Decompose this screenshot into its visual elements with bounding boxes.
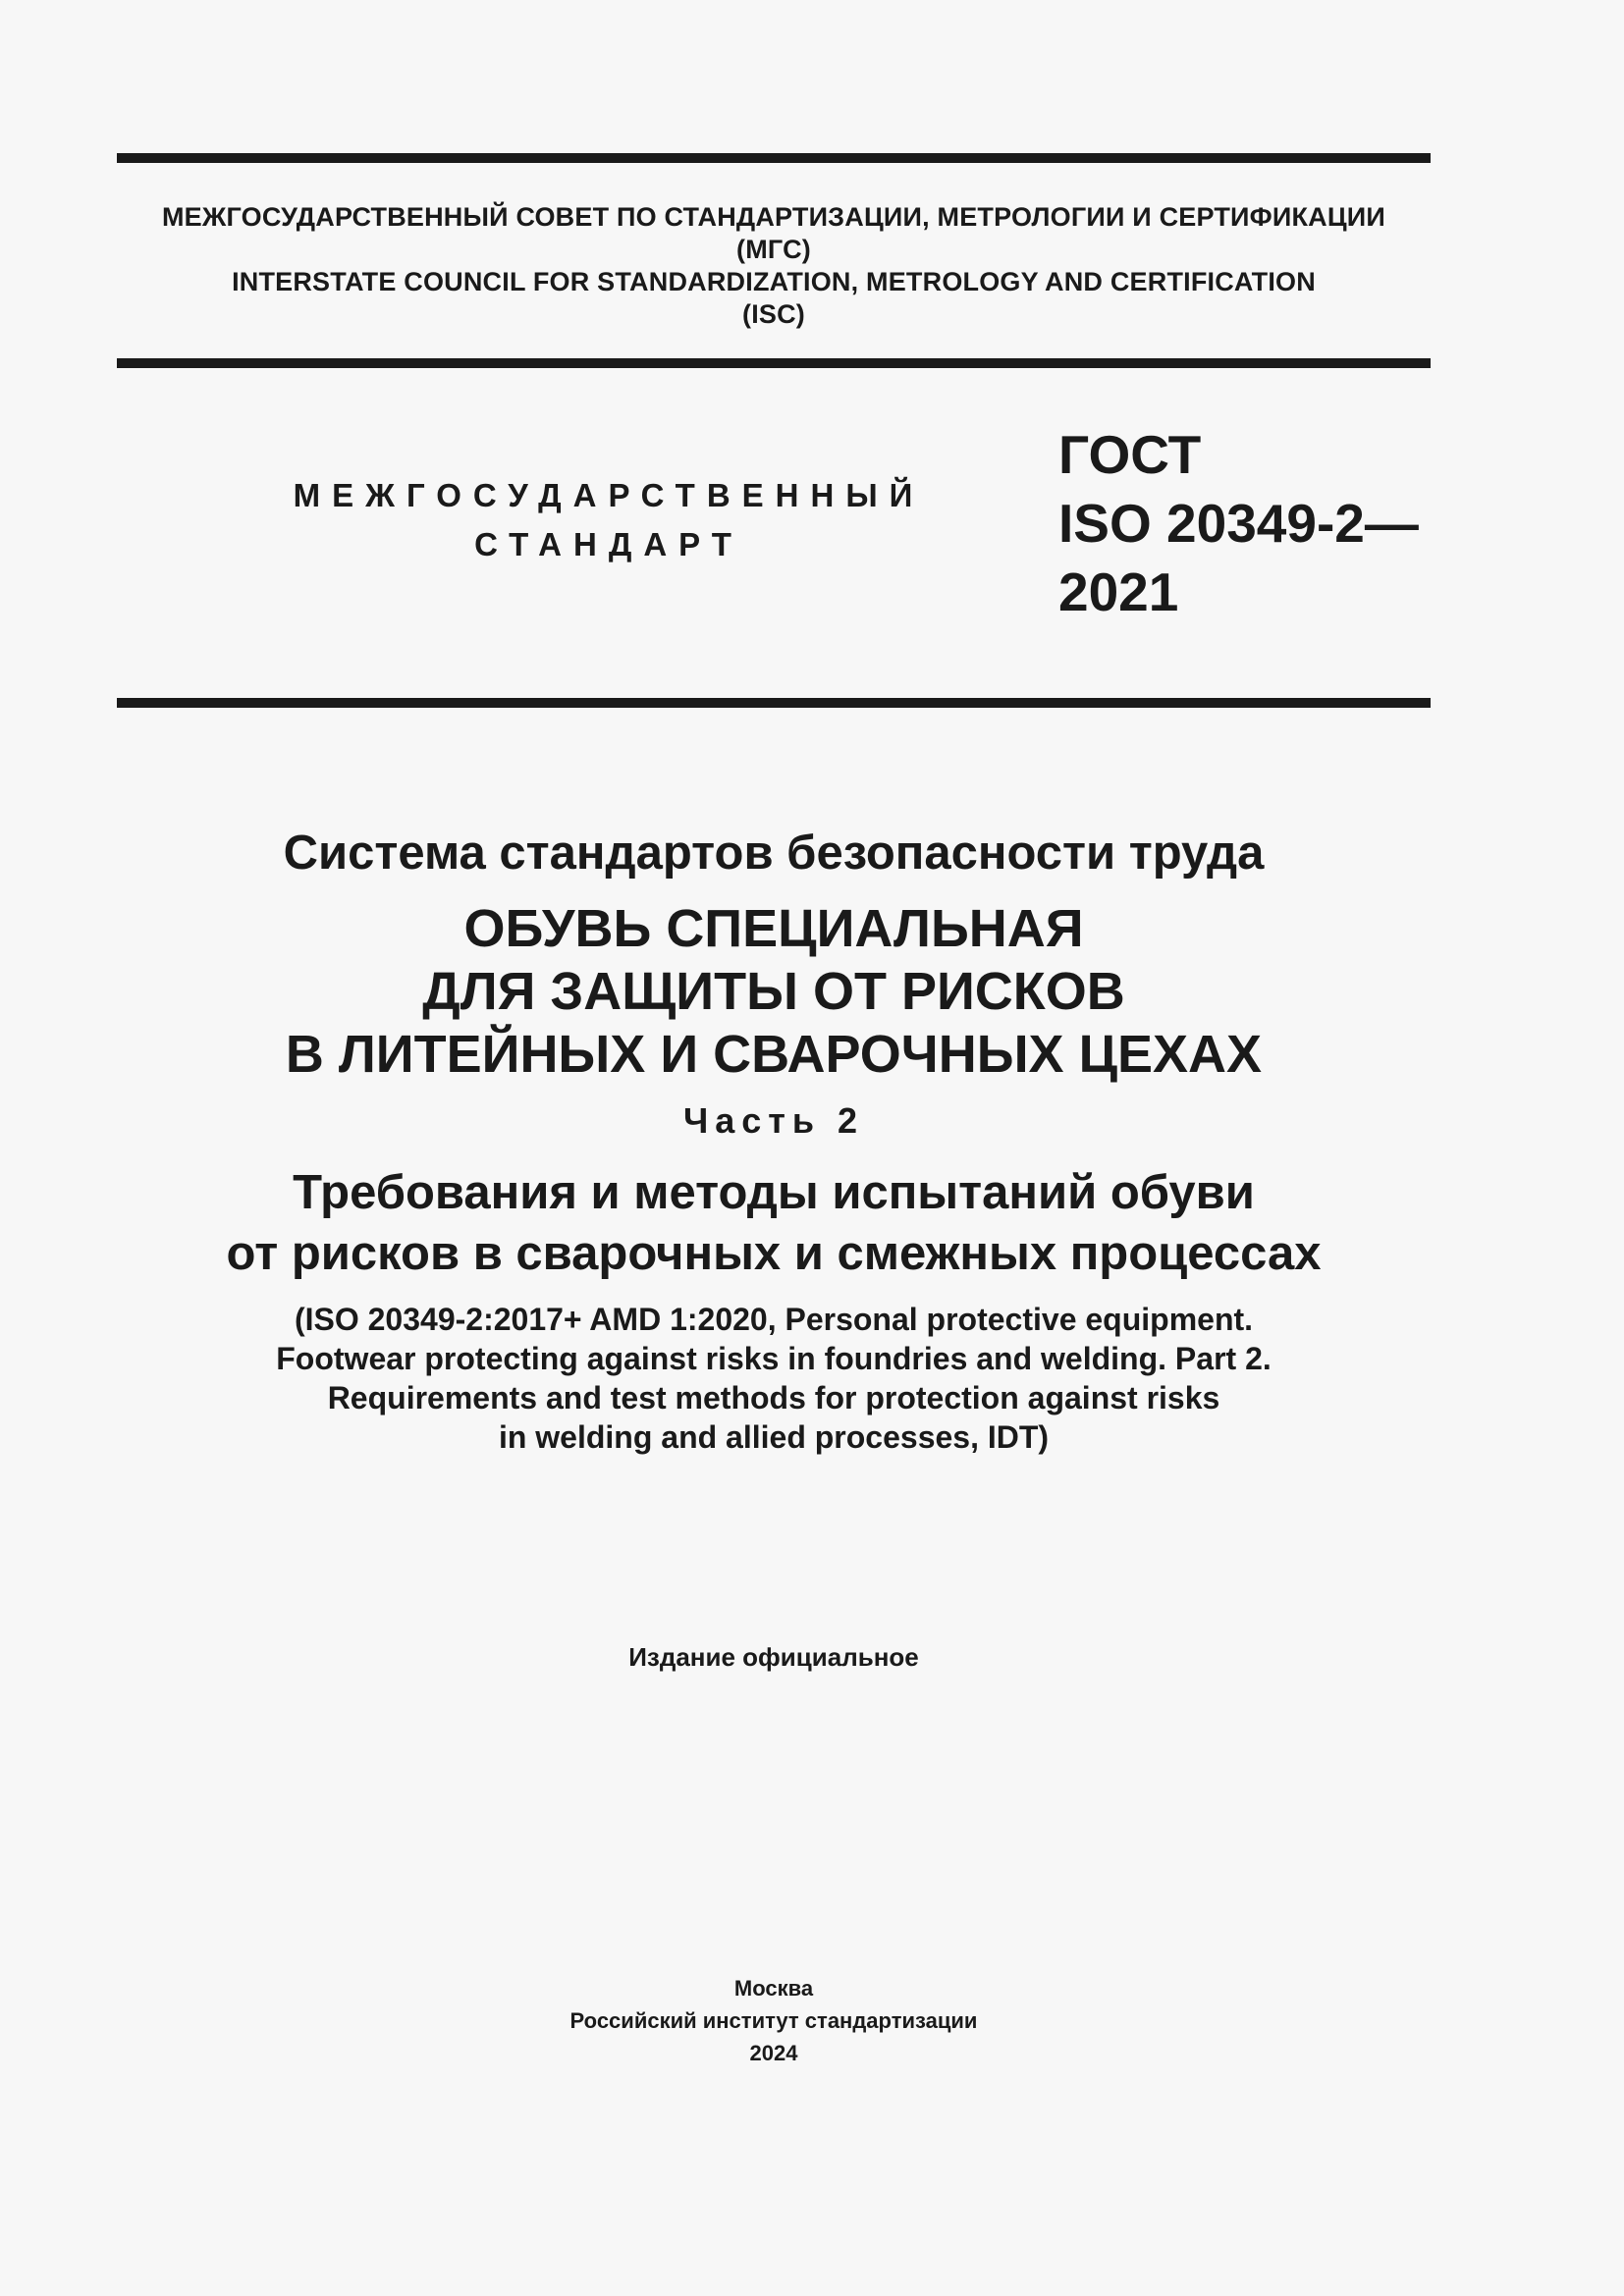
sub-title-line: Требования и методы испытаний обуви <box>293 1166 1255 1219</box>
part-title: Часть 2 <box>682 1100 865 1141</box>
imprint-city: Москва <box>733 1976 814 2001</box>
main-title <box>117 897 1431 1086</box>
main-title-line: ДЛЯ ЗАЩИТЫ ОТ РИСКОВ <box>422 962 1125 1021</box>
standard-type-line-1: МЕЖГОСУДАРСТВЕННЫЙ <box>293 477 925 513</box>
council-name-en: INTERSTATE COUNCIL FOR STANDARDIZATION, METROLOGY AND CERTIFICATION <box>232 267 1316 296</box>
iso-reference-line: in welding and allied processes, IDT) <box>498 1419 1050 1455</box>
iso-reference-line: Footwear protecting against risks in foundries and welding. Part 2. <box>276 1341 1272 1376</box>
imprint <box>117 1972 1431 2069</box>
header-divider <box>117 358 1431 368</box>
edition-note: Издание официальное <box>628 1642 919 1672</box>
gost-designation-line-1: ГОСТ <box>1058 424 1202 485</box>
iso-reference-line: Requirements and test methods for protection against risks <box>327 1380 1220 1415</box>
title-divider <box>117 698 1431 708</box>
sub-title-line: от рисков в сварочных и смежных процессах <box>226 1227 1322 1280</box>
series-title: Система стандартов безопасности труда <box>283 827 1265 880</box>
council-name-ru: МЕЖГОСУДАРСТВЕННЫЙ СОВЕТ ПО СТАНДАРТИЗАЦИИ, МЕТРОЛОГИИ И СЕРТИФИКАЦИИ <box>161 202 1386 232</box>
top-rule <box>117 153 1431 163</box>
imprint-year: 2024 <box>749 2041 798 2065</box>
council-header <box>117 201 1431 331</box>
title-block <box>117 823 1431 1457</box>
gost-designation-line-3: 2021 <box>1058 561 1179 622</box>
main-title-line: В ЛИТЕЙНЫХ И СВАРОЧНЫХ ЦЕХАХ <box>285 1025 1263 1084</box>
sub-title <box>117 1162 1431 1284</box>
gost-designation <box>1058 420 1419 626</box>
main-title-line: ОБУВЬ СПЕЦИАЛЬНАЯ <box>463 899 1084 958</box>
gost-designation-line-2: ISO 20349-2— <box>1058 493 1419 554</box>
standard-type-line-2: СТАНДАРТ <box>474 526 743 562</box>
council-abbr-en: (ISC) <box>742 299 805 329</box>
iso-reference <box>117 1300 1431 1457</box>
council-abbr-ru: (МГС) <box>736 235 811 264</box>
imprint-publisher: Российский институт стандартизации <box>569 2008 978 2033</box>
standard-type <box>265 471 952 569</box>
iso-reference-line: (ISO 20349-2:2017+ AMD 1:2020, Personal protective equipment. <box>294 1302 1254 1337</box>
